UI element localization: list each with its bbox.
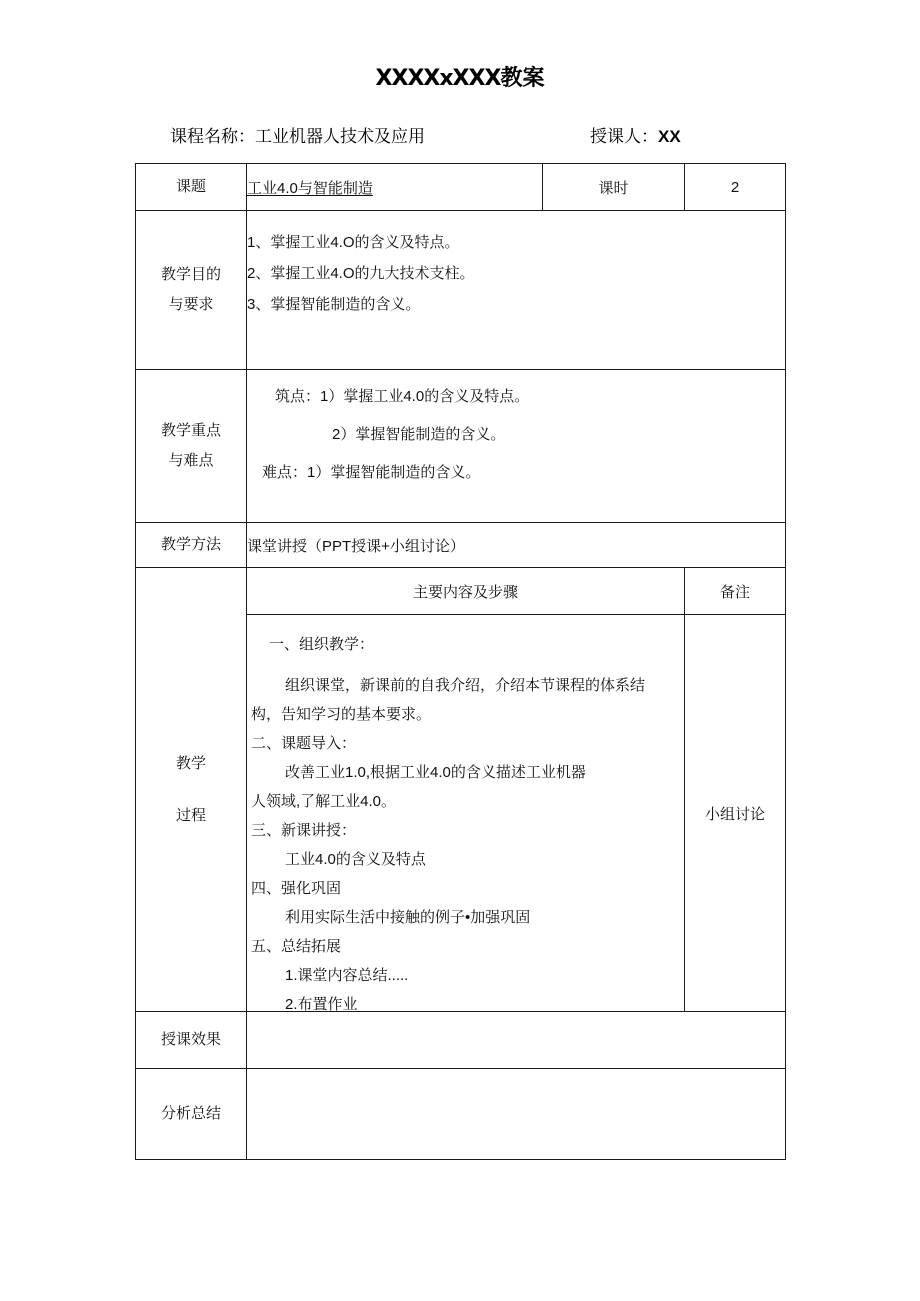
process-line: 人领域,了解工业4.0。 xyxy=(251,792,397,810)
table-row-objectives xyxy=(136,211,786,370)
key-points-content xyxy=(247,370,786,523)
topic-label: 课题 xyxy=(136,164,247,211)
process-line-clipped: 2.布置作业 xyxy=(285,995,358,1013)
page-title-mask: XXXXxXXX xyxy=(375,66,501,91)
summary-label: 分析总结 xyxy=(136,1069,247,1160)
key-point-line: 难点：1）掌握智能制造的含义。 xyxy=(262,464,481,481)
remark-value: 小组讨论 xyxy=(685,615,786,1012)
spacer xyxy=(136,779,246,801)
process-line: 利用实际生活中接触的例子•加强巩固 xyxy=(285,908,531,926)
course-name-value: 工业机器人技术及应用 xyxy=(255,127,425,146)
topic-value: 工业4.0与智能制造 xyxy=(247,179,373,197)
key-points-label-line2: 与难点 xyxy=(168,452,214,469)
table-row-summary xyxy=(136,1069,786,1160)
process-label-line2: 过程 xyxy=(175,806,206,824)
process-line: 组织课堂，新课前的自我介绍，介绍本节课程的体系结 xyxy=(285,676,646,694)
objective-item: 3、掌握智能制造的含义。 xyxy=(247,296,421,313)
process-line: 一、组织教学： xyxy=(269,635,375,653)
lesson-plan-table xyxy=(135,163,786,1160)
objectives-label-line2: 与要求 xyxy=(168,296,214,313)
objective-item: 1、掌握工业4.O的含义及特点。 xyxy=(247,234,460,251)
table-row-content-header xyxy=(136,568,786,615)
content-header: 主要内容及步骤 xyxy=(247,568,685,615)
process-content xyxy=(247,615,685,1012)
process-label xyxy=(136,568,247,1012)
hours-label: 课时 xyxy=(543,164,685,211)
hours-value: 2 xyxy=(685,164,786,211)
effect-label: 授课效果 xyxy=(136,1012,247,1069)
objectives-label xyxy=(136,211,247,370)
process-label-line1: 教学 xyxy=(175,754,206,772)
remark-header: 备注 xyxy=(685,568,786,615)
teacher-line xyxy=(590,124,681,150)
method-value: 课堂讲授（PPT授课+小组讨论） xyxy=(247,523,786,568)
objectives-content xyxy=(247,211,786,370)
course-name-line xyxy=(170,124,425,150)
objectives-label-line1: 教学目的 xyxy=(160,266,221,283)
process-line: 工业4.0的含义及特点 xyxy=(285,850,426,868)
process-line: 二、课题导入： xyxy=(251,734,357,752)
key-points-label-line1: 教学重点 xyxy=(160,422,221,439)
process-line: 四、强化巩固 xyxy=(251,879,342,897)
process-line: 1.课堂内容总结..... xyxy=(285,966,409,984)
objective-item: 2、掌握工业4.O的九大技术支柱。 xyxy=(247,265,475,282)
teacher-value: XX xyxy=(658,127,681,146)
process-line: 五、总结拓展 xyxy=(251,937,342,955)
page-title xyxy=(0,62,920,95)
page-title-suffix: 教案 xyxy=(500,65,545,90)
table-row-method xyxy=(136,523,786,568)
process-line: 三、新课讲授： xyxy=(251,821,357,839)
summary-value xyxy=(247,1069,786,1160)
table-row-effect xyxy=(136,1012,786,1069)
spacer xyxy=(247,450,785,458)
key-point-line: 2）掌握智能制造的含义。 xyxy=(332,426,506,443)
course-name-label: 课程名称： xyxy=(170,127,255,146)
subheader xyxy=(135,124,785,152)
effect-value xyxy=(247,1012,786,1069)
key-point-line: 筑点：1）掌握工业4.0的含义及特点。 xyxy=(275,388,530,405)
method-label: 教学方法 xyxy=(136,523,247,568)
table-row-key-points xyxy=(136,370,786,523)
process-line: 改善工业1.0,根据工业4.0的含义描述工业机器 xyxy=(285,763,586,781)
table-row-topic xyxy=(136,164,786,211)
spacer xyxy=(247,412,785,420)
topic-value-cell xyxy=(247,164,543,211)
teacher-label: 授课人： xyxy=(590,127,658,146)
key-points-label xyxy=(136,370,247,523)
process-line: 构，告知学习的基本要求。 xyxy=(251,705,432,723)
spacer xyxy=(247,659,684,671)
